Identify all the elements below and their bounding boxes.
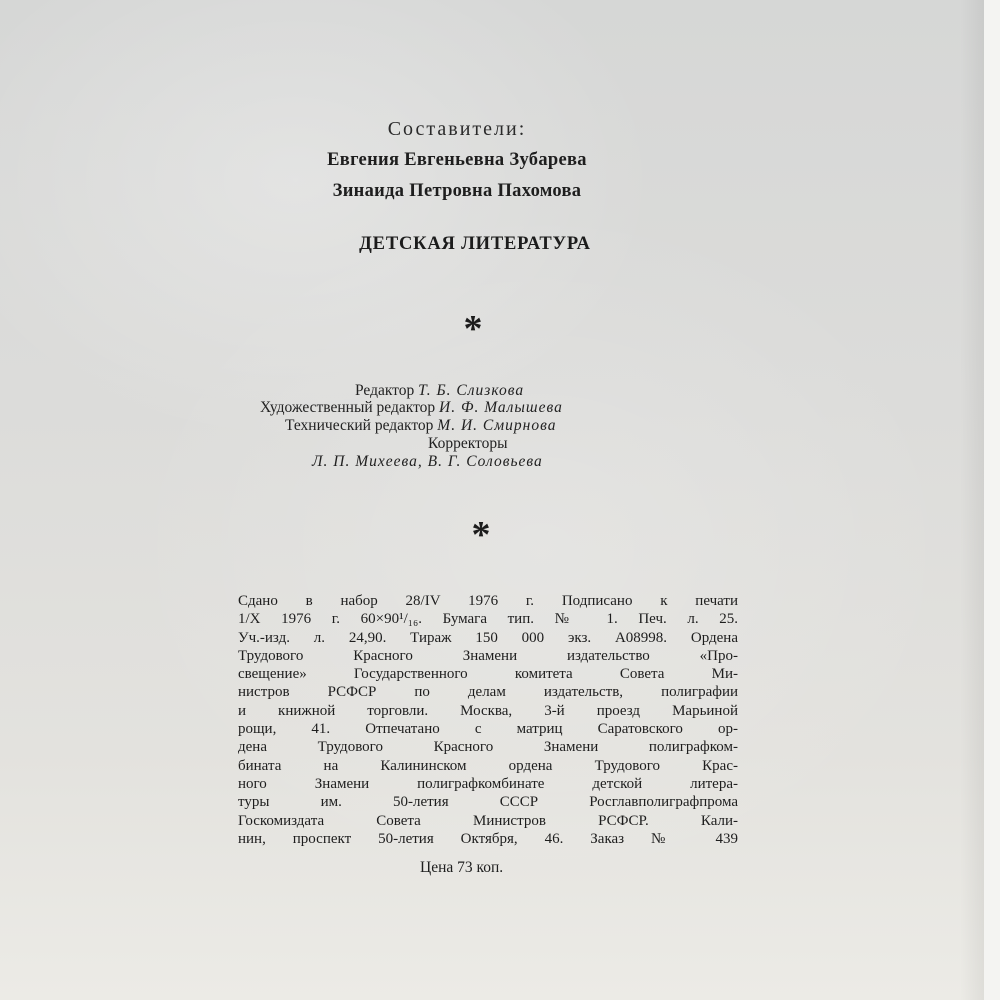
credit-role: Редактор xyxy=(355,382,415,399)
imprint-line: бината на Калининском ордена Трудового Крас- xyxy=(238,757,738,774)
page-edge-shadow xyxy=(960,0,984,1000)
imprint-line: 1/X 1976 г. 60×90¹/₁₆. Бумага тип. № 1. Печ. л. 25. xyxy=(238,611,738,628)
imprint-line: и книжной торговли. Москва, 3-й проезд Марьиной xyxy=(238,702,738,719)
credit-name: И. Ф. Малышева xyxy=(439,399,563,416)
imprint-line: нистров РСФСР по делам издательств, полиграфии xyxy=(238,684,738,701)
credit-name: Т. Б. Слизкова xyxy=(418,382,525,399)
imprint-line: нин, проспект 50-летия Октября, 46. Заказ № 439 xyxy=(238,830,738,847)
credit-tech-editor xyxy=(285,417,556,435)
asterisk-separator: * xyxy=(471,514,491,556)
credit-proofreaders-role: Корректоры xyxy=(428,435,508,452)
imprint-line: Трудового Красного Знамени издательство «Про- xyxy=(238,647,738,664)
compiler-name: Зинаида Петровна Пахомова xyxy=(332,181,582,201)
compilers-label: Составители: xyxy=(387,118,527,140)
imprint-line: Сдано в набор 28/IV 1976 г. Подписано к печати xyxy=(238,593,738,609)
credit-role: Технический редактор xyxy=(285,417,434,434)
book-title: ДЕТСКАЯ ЛИТЕРАТУРА xyxy=(359,234,591,254)
imprint-line: дена Трудового Красного Знамени полиграфком- xyxy=(238,739,738,756)
imprint-line: Уч.-изд. л. 24,90. Тираж 150 000 экз. А08998. Ордена xyxy=(238,629,738,646)
background-outside-page xyxy=(984,0,1000,1000)
imprint-line: рощи, 41. Отпечатано с матриц Саратовского ор- xyxy=(238,721,738,738)
imprint-block xyxy=(238,592,738,848)
imprint-line: ного Знамени полиграфкомбинате детской литера- xyxy=(238,775,738,792)
asterisk-separator: * xyxy=(463,308,483,350)
price-label: Цена 73 коп. xyxy=(420,859,504,876)
credit-role: Художественный редактор xyxy=(260,399,436,416)
credit-editor xyxy=(355,382,524,400)
imprint-line: туры им. 50-летия СССР Росглавполиграфпрома xyxy=(238,794,738,811)
imprint-line: свещение» Государственного комитета Совета Ми- xyxy=(238,666,738,683)
credit-name: М. И. Смирнова xyxy=(437,417,557,434)
credit-proofreaders-names: Л. П. Михеева, В. Г. Соловьева xyxy=(312,453,543,470)
credit-art-editor xyxy=(260,399,563,417)
compiler-name: Евгения Евгеньевна Зубарева xyxy=(327,150,587,170)
imprint-line: Госкомиздата Совета Министров РСФСР. Кали- xyxy=(238,812,738,829)
